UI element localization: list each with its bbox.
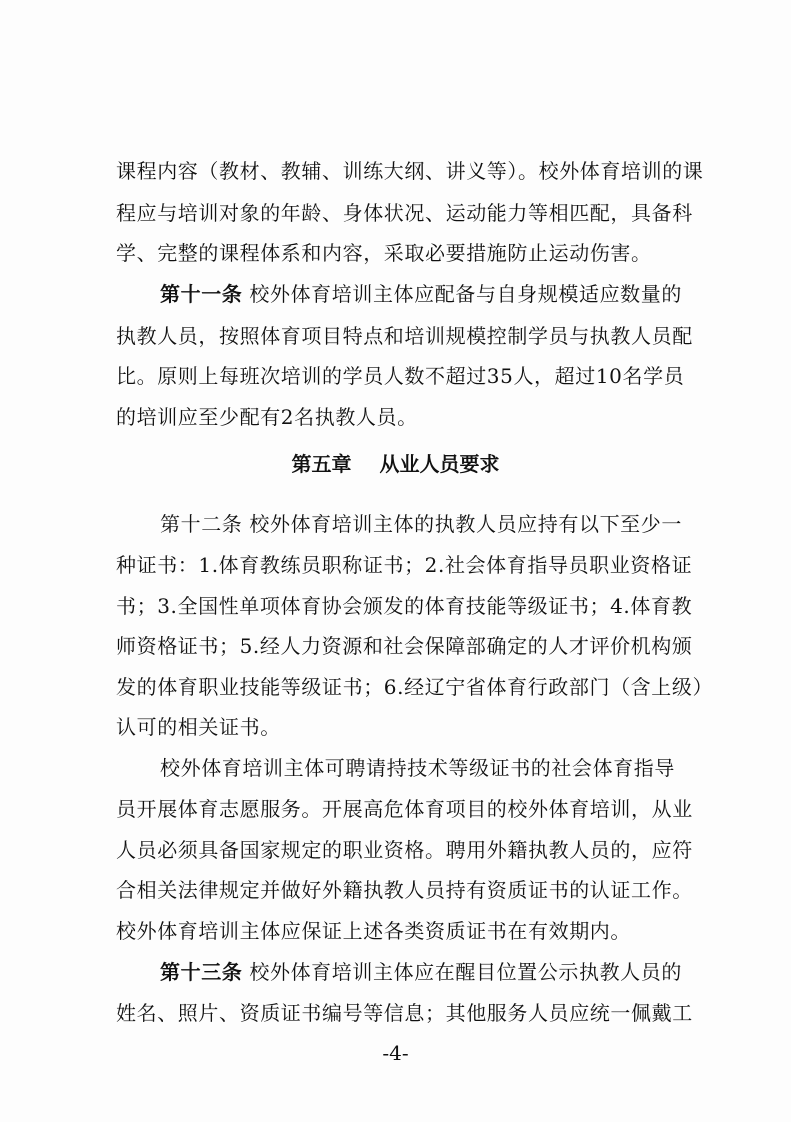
body-line: 执教人员，按照体育项目特点和培训规模控制学员与执教人员配 [116, 324, 693, 348]
body-line: 比。原则上每班次培训的学员人数不超过35人，超过10名学员 [116, 364, 685, 388]
article-12-first-line [160, 511, 682, 537]
body-line: 发的体育职业技能等级证书；6.经辽宁省体育行政部门（含上级） [116, 675, 714, 699]
article-number: 第十一条 [160, 282, 243, 306]
chapter-number: 第五章 [291, 452, 352, 476]
body-line: 种证书：1.体育教练员职称证书；2.社会体育指导员职业资格证 [116, 553, 693, 577]
body-line: 书；3.全国性单项体育协会颁发的体育技能等级证书；4.体育教 [116, 594, 693, 618]
body-line: 认可的相关证书。 [116, 715, 281, 739]
article-text: 校外体育培训主体应配备与自身规模适应数量的 [249, 282, 682, 306]
chapter-title: 从业人员要求 [379, 452, 500, 476]
article-number: 第十二条 [160, 512, 243, 536]
body-line: 员开展体育志愿服务。开展高危体育项目的校外体育培训，从业 [116, 797, 693, 821]
body-line: 的培训应至少配有2名执教人员。 [116, 405, 418, 429]
body-line: 课程内容（教材、教辅、训练大纲、讲义等）。校外体育培训的课 [116, 159, 704, 183]
article-text: 校外体育培训主体应在醒目位置公示执教人员的 [249, 960, 682, 984]
chapter-heading [0, 451, 791, 477]
body-line: 校外体育培训主体可聘请持技术等级证书的社会体育指导 [160, 756, 675, 780]
article-13-first-line [160, 959, 682, 985]
body-line: 校外体育培训主体应保证上述各类资质证书在有效期内。 [116, 919, 631, 943]
body-line: 师资格证书；5.经人力资源和社会保障部确定的人才评价机构颁 [116, 634, 693, 658]
article-text: 校外体育培训主体的执教人员应持有以下至少一 [249, 512, 682, 536]
article-11-first-line [160, 281, 682, 307]
body-line: 姓名、照片、资质证书编号等信息；其他服务人员应统一佩戴工 [116, 1001, 693, 1025]
page-number: -4- [382, 1041, 409, 1065]
body-line: 人员必须具备国家规定的职业资格。聘用外籍执教人员的，应符 [116, 838, 693, 862]
body-line: 学、完整的课程体系和内容，采取必要措施防止运动伤害。 [116, 241, 652, 265]
body-line: 程应与培训对象的年龄、身体状况、运动能力等相匹配，具备科 [116, 201, 693, 225]
body-line: 合相关法律规定并做好外籍执教人员持有资质证书的认证工作。 [116, 878, 693, 902]
article-number: 第十三条 [160, 960, 243, 984]
